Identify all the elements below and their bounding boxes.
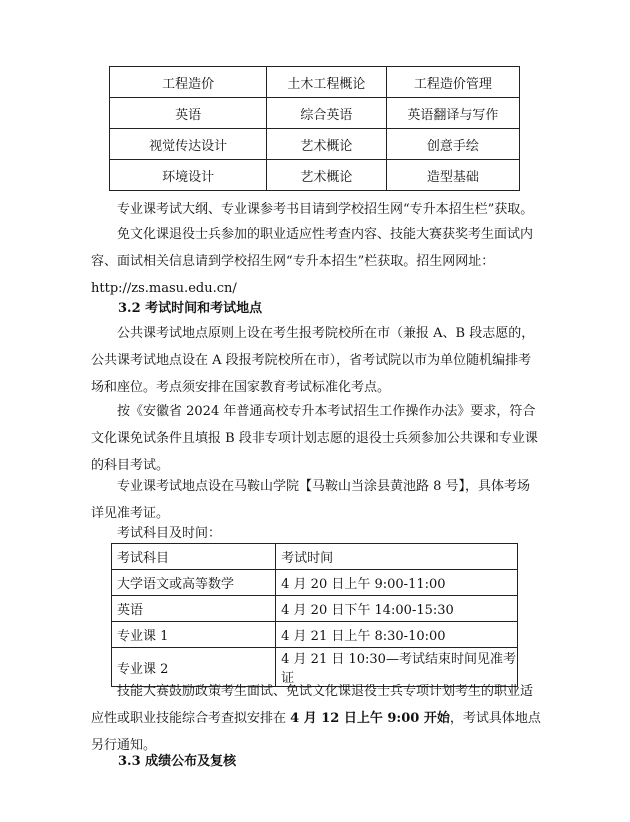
exam-schedule-table	[111, 543, 518, 687]
table-row	[112, 622, 518, 648]
table-row	[110, 98, 520, 129]
syllabus-paragraph: 专业课考试大纲、专业课参考书目请到学校招生网“专升本招生栏”获取。	[117, 202, 534, 217]
table-cell: 大学语文或高等数学	[112, 570, 276, 596]
table-cell: 综合英语	[267, 98, 386, 129]
table-cell: 4 月 21 日上午 8:30-10:00	[276, 622, 518, 648]
table-cell: 英语翻译与写作	[386, 98, 519, 129]
section-heading-3-3: 3.3 成绩公布及复核	[118, 754, 237, 769]
table-row	[110, 160, 520, 191]
table-cell: 4 月 21 日 10:30—考试结束时间见准考证	[276, 648, 518, 687]
table-cell: 4 月 20 日上午 9:00-11:00	[276, 570, 518, 596]
table-row	[112, 570, 518, 596]
section-heading-3-2: 3.2 考试时间和考试地点	[118, 301, 263, 316]
table-cell: 专业课 2	[112, 648, 276, 687]
table-row	[110, 67, 520, 98]
table-header-cell: 考试时间	[276, 544, 518, 570]
interview-date-bold: 4 月 12 日上午 9:00 开始	[290, 711, 450, 726]
table-cell: 工程造价管理	[386, 67, 519, 98]
table-cell: 造型基础	[386, 160, 519, 191]
table-cell: 创意手绘	[386, 129, 519, 160]
exam-schedule-caption: 考试科目及时间：	[117, 526, 222, 541]
table-row	[112, 596, 518, 622]
table-cell: 环境设计	[110, 160, 267, 191]
interview-schedule-paragraph	[91, 678, 541, 759]
table-cell: 工程造价	[110, 67, 267, 98]
public-exam-location-paragraph: 公共课考试地点原则上设在考生报考院校所在市（兼报 A、B 段志愿的，公共课考试地点设在 A 段报考院校所在市），省考试院以市为单位随机编排考场和座位。考点须安排在国家教育考试标准化考点。	[91, 326, 535, 395]
interview-text-before: 技能大赛鼓励政策考生面试、免试文化课退役士兵专项计划考生的职业适应性或职业技能综合考查拟安排在	[91, 684, 534, 726]
major-subjects-table	[109, 66, 520, 191]
table-cell: 4 月 20 日下午 14:00-15:30	[276, 596, 518, 622]
table-cell: 艺术概论	[267, 129, 386, 160]
interview-text-after: ，考试具体地点另行通知。	[91, 711, 541, 753]
table-row	[110, 129, 520, 160]
table-cell: 英语	[110, 98, 267, 129]
table-cell: 视觉传达设计	[110, 129, 267, 160]
table-cell: 英语	[112, 596, 276, 622]
table-header-row	[112, 544, 518, 570]
veteran-info-paragraph: 免文化课退役士兵参加的职业适应性考查内容、技能大赛获奖考生面试内容、面试相关信息请到学校招生网“专升本招生”栏获取。招生网网址：http://zs.masu.edu.cn/	[91, 227, 534, 296]
table-cell: 土木工程概论	[267, 67, 386, 98]
table-cell: 艺术概论	[267, 160, 386, 191]
veteran-exam-paragraph: 按《安徽省 2024 年普通高校专升本考试招生工作操作办法》要求，符合文化课免试条件且填报 B 段非专项计划志愿的退役士兵须参加公共课和专业课的科目考试。	[91, 404, 538, 473]
table-cell: 专业课 1	[112, 622, 276, 648]
major-exam-location-paragraph: 专业课考试地点设在马鞍山学院【马鞍山当涂县黄池路 8 号】，具体考场详见准考证。	[91, 479, 531, 521]
table-header-cell: 考试科目	[112, 544, 276, 570]
